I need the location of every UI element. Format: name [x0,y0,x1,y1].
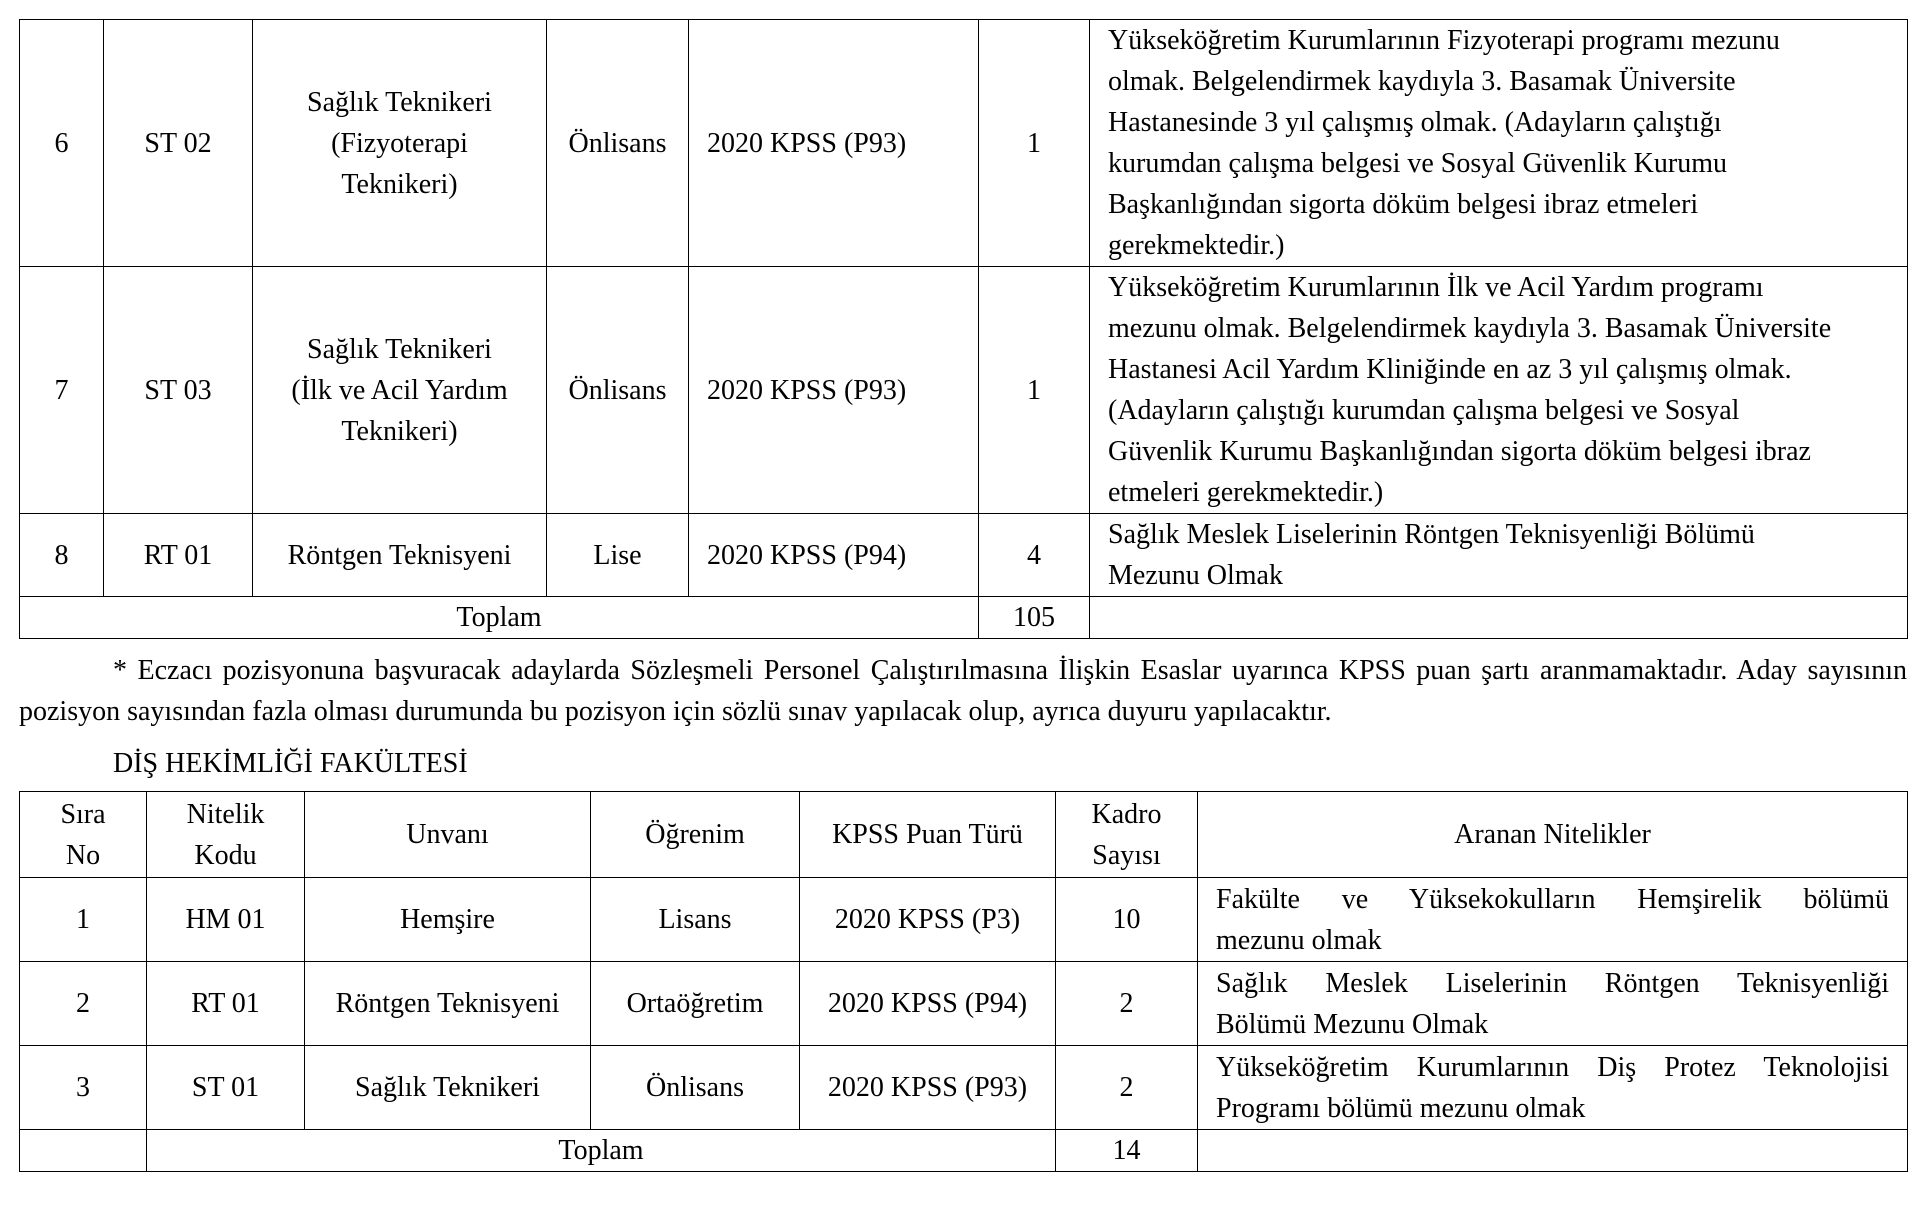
kpss-score-type: 2020 KPSS (P93) [800,1046,1056,1130]
required-qualifications: Yükseköğretim Kurumlarının İlk ve Acil Yardım programı mezunu olmak. Belgelendirmek kaydıyla 3. Basamak Üniversite Hastanesi Acil Yardım Kliniğinde en az 3 yıl çalışmış olmak. (Adayların çalıştığı kurumdan çalışma belgesi ve Sosyal Güvenlik Kurumu Başkanlığından sigorta döküm belgesi ibraz etmeleri gerekmektedir.) [1090,267,1908,514]
table-row [20,878,1908,962]
empty-cell [20,1130,147,1172]
row-number: 3 [20,1046,147,1130]
education-level: Önlisans [547,20,689,267]
qualification-code: RT 01 [104,514,253,597]
row-number: 1 [20,878,147,962]
header-code: Nitelik Kodu [147,792,305,878]
total-label: Toplam [20,597,979,639]
kpss-score-type: 2020 KPSS (P93) [689,20,979,267]
header-count: Kadro Sayısı [1056,792,1198,878]
positions-table-continued [19,19,1908,639]
education-level: Önlisans [547,267,689,514]
position-title: Sağlık Teknikeri [305,1046,591,1130]
qualification-code: RT 01 [147,962,305,1046]
kpss-score-type: 2020 KPSS (P93) [689,267,979,514]
dentistry-positions-table [19,791,1908,1172]
header-no: Sıra No [20,792,147,878]
table-row [20,962,1908,1046]
required-qualifications: Yükseköğretim Kurumlarının Diş Protez Teknolojisi Programı bölümü mezunu olmak [1198,1046,1908,1130]
table-row [20,1046,1908,1130]
header-title: Unvanı [305,792,591,878]
header-qualifications: Aranan Nitelikler [1198,792,1908,878]
education-level: Önlisans [591,1046,800,1130]
total-value: 105 [979,597,1090,639]
position-count: 1 [979,267,1090,514]
required-qualifications: Yükseköğretim Kurumlarının Fizyoterapi programı mezunu olmak. Belgelendirmek kaydıyla 3. Basamak Üniversite Hastanesinde 3 yıl çalışmış olmak. (Adayların çalıştığı kurumdan çalışma belgesi ve Sosyal Güvenlik Kurumu Başkanlığından sigorta döküm belgesi ibraz etmeleri gerekmektedir.) [1090,20,1908,267]
total-value: 14 [1056,1130,1198,1172]
row-number: 6 [20,20,104,267]
total-row [20,1130,1908,1172]
total-row [20,597,1908,639]
position-count: 1 [979,20,1090,267]
qualification-code: ST 03 [104,267,253,514]
table-row [20,20,1908,267]
row-number: 7 [20,267,104,514]
position-count: 2 [1056,962,1198,1046]
kpss-score-type: 2020 KPSS (P3) [800,878,1056,962]
row-number: 2 [20,962,147,1046]
table-row [20,267,1908,514]
empty-cell [1198,1130,1908,1172]
education-level: Ortaöğretim [591,962,800,1046]
qualification-code: HM 01 [147,878,305,962]
total-label: Toplam [147,1130,1056,1172]
required-qualifications: Sağlık Meslek Liselerinin Röntgen Teknisyenliği Bölümü Mezunu Olmak [1090,514,1908,597]
section-title: DİŞ HEKİMLİĞİ FAKÜLTESİ [113,748,468,779]
position-count: 4 [979,514,1090,597]
header-education: Öğrenim [591,792,800,878]
table-row [20,514,1908,597]
required-qualifications: Fakülte ve Yüksekokulların Hemşirelik bölümü mezunu olmak [1198,878,1908,962]
kpss-score-type: 2020 KPSS (P94) [689,514,979,597]
position-title: Sağlık Teknikeri (İlk ve Acil Yardım Teknikeri) [253,267,547,514]
header-kpss: KPSS Puan Türü [800,792,1056,878]
header-row [20,792,1908,878]
position-count: 10 [1056,878,1198,962]
required-qualifications: Sağlık Meslek Liselerinin Röntgen Teknisyenliği Bölümü Mezunu Olmak [1198,962,1908,1046]
row-number: 8 [20,514,104,597]
qualification-code: ST 01 [147,1046,305,1130]
education-level: Lise [547,514,689,597]
position-title: Röntgen Teknisyeni [305,962,591,1046]
empty-cell [1090,597,1908,639]
position-count: 2 [1056,1046,1198,1130]
position-title: Sağlık Teknikeri (Fizyoterapi Teknikeri) [253,20,547,267]
position-title: Röntgen Teknisyeni [253,514,547,597]
position-title: Hemşire [305,878,591,962]
qualification-code: ST 02 [104,20,253,267]
education-level: Lisans [591,878,800,962]
footnote: * Eczacı pozisyonuna başvuracak adaylarda Sözleşmeli Personel Çalıştırılmasına İlişkin Esaslar uyarınca KPSS puan şartı aranmamaktadır. Aday sayısının pozisyon sayısından fazla olması durumunda bu pozisyon için sözlü sınav yapılacak olup, ayrıca duyuru yapılacaktır. [19,655,1907,727]
kpss-score-type: 2020 KPSS (P94) [800,962,1056,1046]
